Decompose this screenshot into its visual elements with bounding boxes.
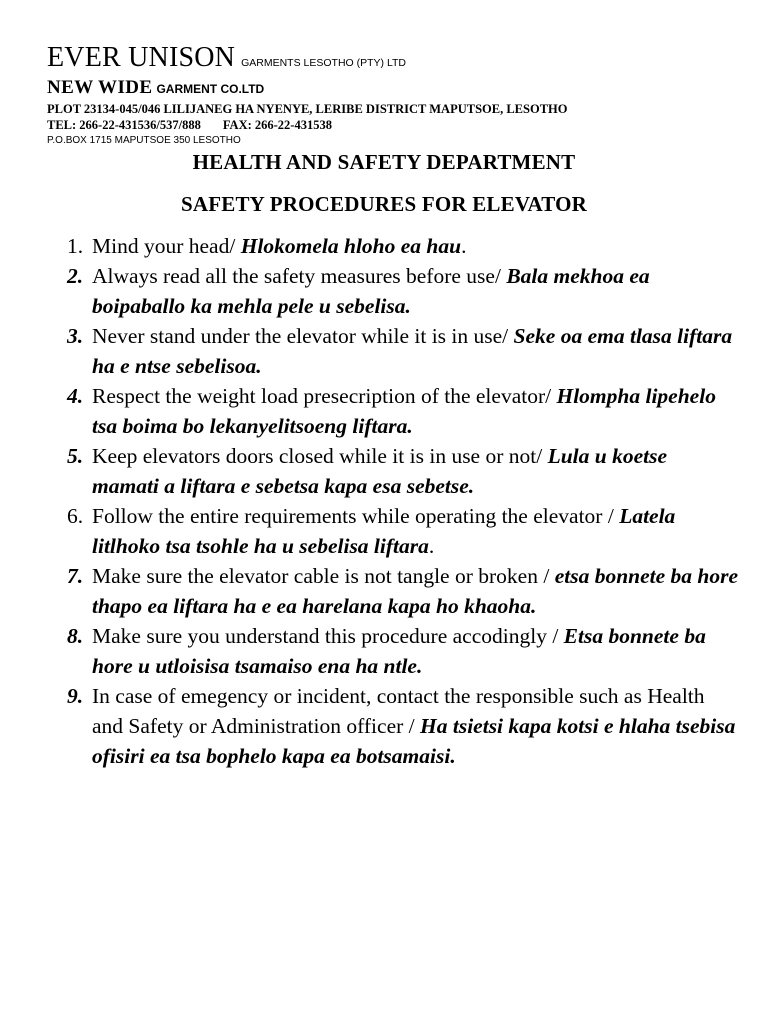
procedure-trailing: . bbox=[461, 234, 467, 258]
procedure-number: 8. bbox=[67, 624, 84, 648]
document-title: SAFETY PROCEDURES FOR ELEVATOR bbox=[180, 192, 588, 216]
procedure-number: 9. bbox=[67, 684, 84, 708]
procedure-sesotho-text: Etsa bonnete ba hore u utloisisa tsamaiso ena ha ntle. bbox=[92, 624, 706, 678]
procedure-sesotho-text: Bala mekhoa ea boipaballo ka mehla pele u sebelisa. bbox=[92, 264, 650, 318]
procedure-english-text: Make sure you understand this procedure accodingly / bbox=[92, 624, 564, 648]
procedure-number: 7. bbox=[67, 564, 84, 588]
company-subtitle-new-wide: GARMENT CO.LTD bbox=[156, 82, 265, 96]
company-name-line-2 bbox=[47, 78, 747, 97]
company-contact bbox=[47, 117, 747, 133]
department-title: HEALTH AND SAFETY DEPARTMENT bbox=[192, 150, 576, 174]
procedure-sesotho-text: Seke oa ema tlasa liftara ha e ntse sebelisoa. bbox=[92, 324, 733, 378]
procedure-trailing: . bbox=[428, 534, 435, 558]
procedure-number: 1. bbox=[67, 234, 84, 258]
postal-address: P.O.BOX 1715 MAPUTSOE 350 LESOTHO bbox=[47, 135, 241, 146]
company-name-line-1 bbox=[47, 44, 747, 72]
procedure-sesotho-text: Lula u koetse mamati a liftara e sebetsa kapa esa sebetse. bbox=[92, 444, 668, 498]
procedure-english-text: Always read all the safety measures before use/ bbox=[92, 264, 507, 288]
procedure-item-1 bbox=[67, 231, 739, 261]
letterhead bbox=[47, 44, 747, 149]
procedure-english-text: Respect the weight load presecription of the elevator/ bbox=[92, 384, 557, 408]
procedure-sesotho-text: Latela litlhoko tsa tsohle ha u sebelisa liftara bbox=[92, 504, 676, 558]
procedure-sesotho-text: Hlokomela hloho ea hau bbox=[240, 234, 462, 258]
procedure-english-text: Never stand under the elevator while it is in use/ bbox=[92, 324, 514, 348]
procedure-english-text: In case of emegency or incident, contact the responsible such as Health and Safety or Administration officer / bbox=[92, 684, 705, 738]
procedure-sesotho-text: Hlompha lipehelo tsa boima bo lekanyelitsoeng liftara. bbox=[92, 384, 716, 438]
procedure-number: 2. bbox=[67, 264, 84, 288]
procedure-english-text: Make sure the elevator cable is not tangle or broken / bbox=[92, 564, 555, 588]
procedure-item-7 bbox=[67, 561, 739, 621]
company-address: PLOT 23134-045/046 LILIJANEG HA NYENYE, LERIBE DISTRICT MAPUTSOE, LESOTHO bbox=[47, 102, 568, 116]
company-name-new-wide: NEW WIDE bbox=[47, 77, 153, 98]
procedure-item-5 bbox=[67, 441, 739, 501]
procedure-english-text: Keep elevators doors closed while it is in use or not/ bbox=[92, 444, 548, 468]
company-subtitle-ever-unison: GARMENTS LESOTHO (PTY) LTD bbox=[241, 57, 406, 69]
procedure-item-3 bbox=[67, 321, 739, 381]
procedure-english-text: Mind your head/ bbox=[92, 234, 241, 258]
procedure-item-9 bbox=[67, 681, 739, 771]
procedure-item-2 bbox=[67, 261, 739, 321]
procedure-sesotho-text: Ha tsietsi kapa kotsi e hlaha tsebisa ofisiri ea tsa bophelo kapa ea botsamaisi. bbox=[92, 714, 736, 768]
procedure-english-text: Follow the entire requirements while operating the elevator / bbox=[92, 504, 620, 528]
procedure-item-4 bbox=[67, 381, 739, 441]
procedure-number: 4. bbox=[67, 384, 84, 408]
procedure-sesotho-text: etsa bonnete ba hore thapo ea liftara ha e ea harelana kapa ho khaoha. bbox=[92, 564, 739, 618]
procedure-item-6 bbox=[67, 501, 739, 561]
procedure-item-8 bbox=[67, 621, 739, 681]
procedure-number: 5. bbox=[67, 444, 84, 468]
telephone-number: TEL: 266-22-431536/537/888 bbox=[47, 118, 201, 132]
fax-number: FAX: 266-22-431538 bbox=[222, 118, 332, 132]
company-name-ever-unison: EVER UNISON bbox=[47, 42, 236, 73]
procedure-number: 6. bbox=[67, 504, 84, 528]
procedure-number: 3. bbox=[67, 324, 84, 348]
procedure-list bbox=[67, 231, 739, 771]
